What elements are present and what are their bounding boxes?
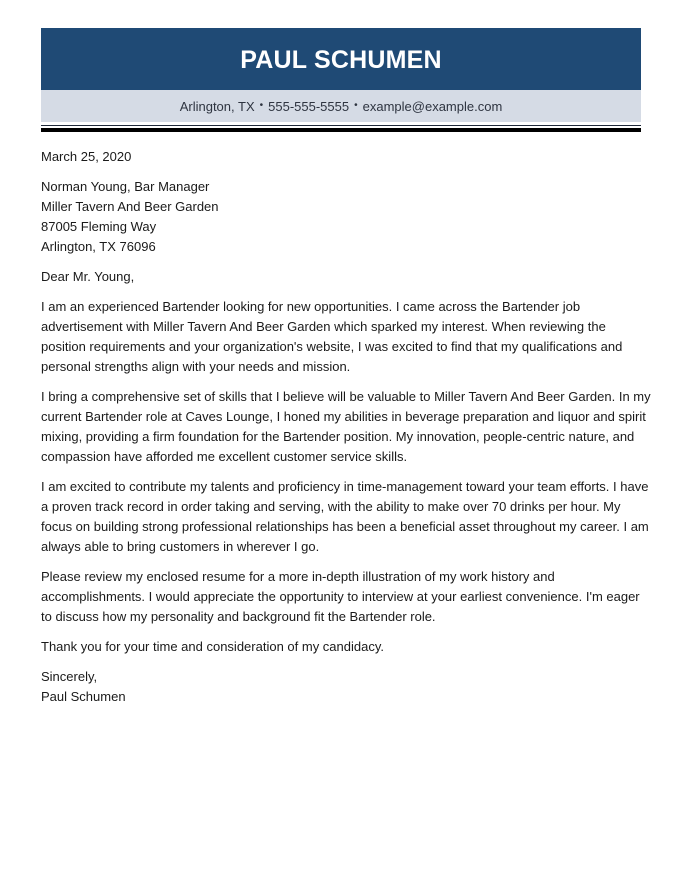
recipient-name-title: Norman Young, Bar Manager bbox=[41, 179, 210, 194]
recipient-street: 87005 Fleming Way bbox=[41, 219, 157, 234]
body-paragraph-thanks: Thank you for your time and consideration of my candidacy. bbox=[41, 639, 384, 654]
body-paragraph-achievements: I am excited to contribute my talents and proficiency in time-management toward your team efforts. I have a proven track record in order taking and serving, with the ability to make over 70 drinks per hour. My focus on building strong professional relationships has been a beneficial asset throughout my career. I am always able to bring customers in wherever I go. bbox=[41, 479, 649, 554]
header-divider-thick bbox=[41, 128, 641, 132]
letter-date: March 25, 2020 bbox=[41, 149, 132, 164]
letter-header bbox=[41, 28, 641, 132]
bullet-separator-icon: • bbox=[354, 99, 358, 111]
signature: Paul Schumen bbox=[41, 689, 126, 704]
salutation: Dear Mr. Young, bbox=[41, 269, 135, 284]
body-paragraph-call-to-action: Please review my enclosed resume for a more in-depth illustration of my work history and accomplishments. I would appreciate the opportunity to interview at your earliest convenience. I'm eager to discuss how my personality and background fit the Bartender role. bbox=[41, 569, 640, 624]
letter-body bbox=[41, 147, 651, 717]
body-paragraph-skills: I bring a comprehensive set of skills that I believe will be valuable to Miller Tavern And Beer Garden. In my current Bartender role at Caves Lounge, I honed my abilities in beverage preparation and liquor and spirit mixing, providing a firm foundation for the Bartender position. My innovation, people-centric nature, and compassion have afforded me excellent customer service skills. bbox=[41, 389, 651, 464]
name-banner bbox=[41, 28, 641, 90]
contact-info-bar bbox=[41, 90, 641, 122]
header-divider-thin bbox=[41, 125, 641, 126]
recipient-company: Miller Tavern And Beer Garden bbox=[41, 199, 219, 214]
bullet-separator-icon: • bbox=[259, 99, 264, 111]
recipient-city-state-zip: Arlington, TX 76096 bbox=[41, 239, 156, 254]
closing: Sincerely, bbox=[41, 669, 98, 684]
recipient-address bbox=[41, 177, 651, 257]
contact-location: Arlington, TX bbox=[179, 98, 255, 114]
contact-phone: 555-555-5555 bbox=[268, 98, 350, 114]
contact-email: example@example.com bbox=[362, 98, 503, 114]
applicant-name: PAUL SCHUMEN bbox=[240, 45, 442, 74]
closing-block bbox=[41, 667, 651, 707]
body-paragraph-intro: I am an experienced Bartender looking for new opportunities. I came across the Bartender job advertisement with Miller Tavern And Beer Garden which sparked my interest. When reviewing the position requirements and your organization's website, I was excited to find that my qualifications and personal strengths align with your needs and mission. bbox=[41, 299, 623, 374]
